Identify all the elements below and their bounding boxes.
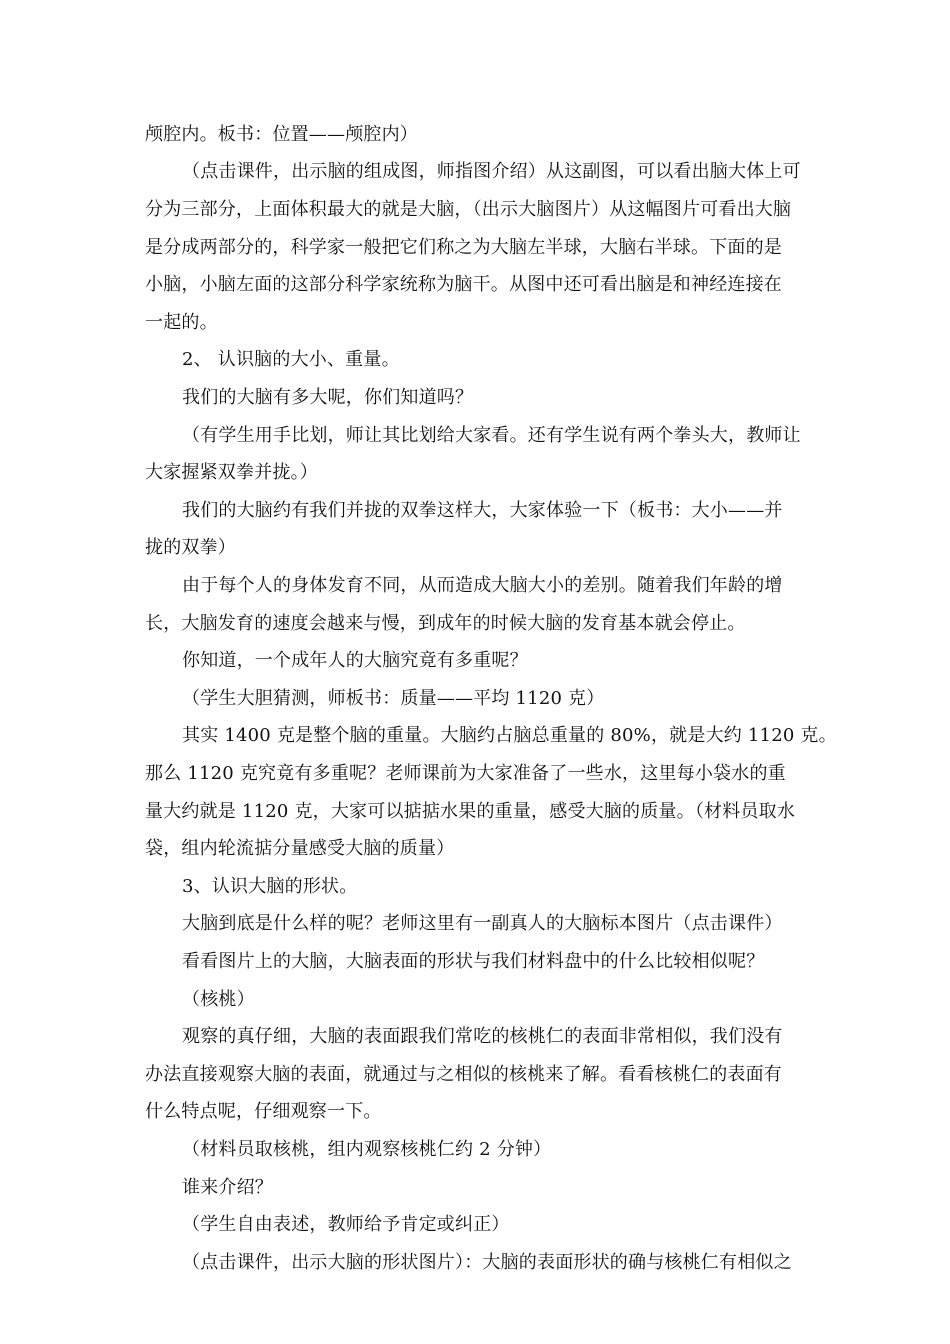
text-line: （点击课件，出示脑的组成图，师指图介绍）从这副图，可以看出脑大体上可 (182, 161, 801, 182)
text-line: 是分成两部分的，科学家一般把它们称之为大脑左半球，大脑右半球。下面的是 (145, 237, 782, 258)
text-line: 我们的大脑约有我们并拢的双拳这样大，大家体验一下（板书：大小——并 (182, 500, 783, 521)
text-line: 大脑到底是什么样的呢？老师这里有一副真人的大脑标本图片（点击课件） (182, 913, 783, 934)
text-line: 长，大脑发育的速度会越来与慢，到成年的时候大脑的发育基本就会停止。 (145, 613, 746, 634)
text-line: 量大约就是 1120 克，大家可以掂掂水果的重量，感受大脑的质量。（材料员取水 (145, 801, 796, 822)
text-line: 你知道，一个成年人的大脑究竟有多重呢？ (182, 650, 528, 671)
text-line: 一起的。 (145, 312, 218, 333)
text-line: （材料员取核桃，组内观察核桃仁约 2 分钟） (182, 1139, 552, 1160)
text-line: 大家握紧双拳并拢。） (145, 462, 318, 483)
text-line: 谁来介绍？ (182, 1177, 273, 1198)
text-line: 小脑，小脑左面的这部分科学家统称为脑干。从图中还可看出脑是和神经连接在 (145, 274, 782, 295)
text-line: 拢的双拳） (145, 537, 236, 558)
text-line: （学生大胆猜测，师板书：质量——平均 1120 克） (182, 688, 605, 709)
section-heading: 2、 认识脑的大小、重量。 (182, 349, 400, 370)
text-line: 颅腔内。板书：位置——颅腔内） (145, 124, 418, 145)
text-line: 我们的大脑有多大呢，你们知道吗？ (182, 387, 474, 408)
text-line: 观察的真仔细，大脑的表面跟我们常吃的核桃仁的表面非常相似，我们没有 (182, 1026, 783, 1047)
text-line: 什么特点呢，仔细观察一下。 (145, 1101, 382, 1122)
text-line: （有学生用手比划，师让其比划给大家看。还有学生说有两个拳头大，教师让 (182, 425, 801, 446)
text-line: 看看图片上的大脑，大脑表面的形状与我们材料盘中的什么比较相似呢？ (182, 951, 765, 972)
text-line: （核桃） (182, 989, 255, 1010)
text-line: （学生自由表述，教师给予肯定或纠正） (182, 1214, 510, 1235)
text-line: 由于每个人的身体发育不同，从而造成大脑大小的差别。随着我们年龄的增 (182, 575, 783, 596)
text-line: （点击课件，出示大脑的形状图片）：大脑的表面形状的确与核桃仁有相似之 (182, 1252, 792, 1273)
text-line: 其实 1400 克是整个脑的重量。大脑约占脑总重量的 80%，就是大约 1120 克。 (182, 725, 837, 746)
text-line: 分为三部分，上面体积最大的就是大脑，（出示大脑图片）从这幅图片可看出大脑 (145, 199, 792, 220)
text-line: 袋，组内轮流掂分量感受大脑的质量） (145, 838, 455, 859)
text-line: 办法直接观察大脑的表面，就通过与之相似的核桃来了解。看看核桃仁的表面有 (145, 1064, 782, 1085)
section-heading: 3、认识大脑的形状。 (182, 876, 358, 897)
text-line: 那么 1120 克究竟有多重呢？老师课前为大家准备了一些水，这里每小袋水的重 (145, 763, 786, 784)
